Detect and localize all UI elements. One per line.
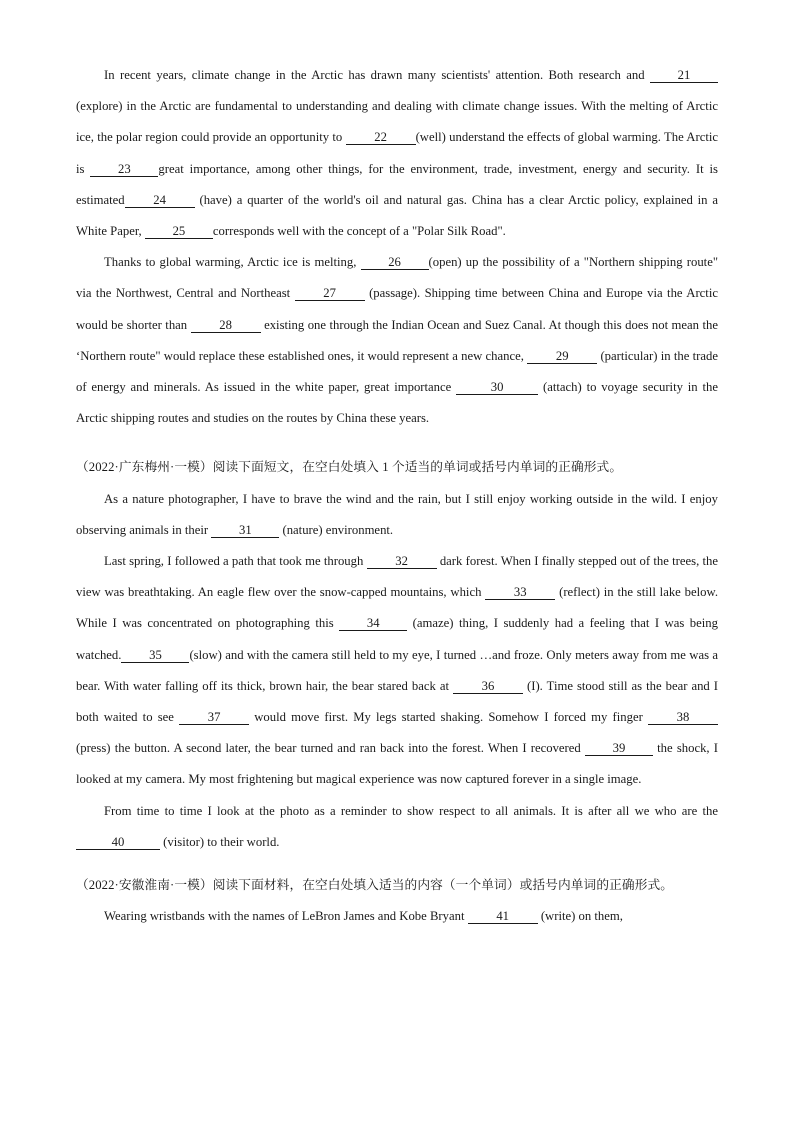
passage2-heading: （2022·广东梅州·一模）阅读下面短文，在空白处填入 1 个适当的单词或括号内单词的正确形式。 [76, 460, 623, 475]
answer-blank-30: 30 [456, 380, 538, 395]
answer-blank-40: 40 [76, 835, 160, 850]
text-run: (nature) environment. [279, 522, 394, 537]
text-run: (amaze) thing, I suddenly had a feeling that I was being watched. [76, 616, 718, 662]
exam-page [76, 60, 718, 932]
passage1-paragraph1 [76, 60, 718, 247]
answer-blank-27: 27 [295, 286, 365, 301]
passage2-paragraph3 [76, 796, 718, 858]
text-run: existing one through the Indian Ocean and Suez Canal. At though this does not mean the ‘Northern route" would replace these established ones, it would represent a new chance, [76, 317, 718, 363]
text-run: (particular) in the trade of energy and minerals. As issued in the white paper, great importance [76, 348, 718, 395]
text-run: (passage). Shipping time between China and Europe via the Arctic would be shorter than [76, 286, 718, 332]
passage2-paragraph2 [76, 546, 718, 796]
text-run: (visitor) to their world. [160, 834, 280, 849]
answer-blank-25: 25 [145, 224, 213, 239]
text-run: Wearing wristbands with the names of LeBron James and Kobe Bryant [104, 909, 468, 924]
answer-blank-35: 35 [121, 648, 189, 663]
answer-blank-36: 36 [453, 679, 523, 694]
answer-blank-33: 33 [485, 585, 555, 600]
text-run: (press) the button. A second later, the bear turned and ran back into the forest. When I recovered [76, 741, 585, 756]
text-run: (have) a quarter of the world's oil and natural gas. China has a clear Arctic policy, explained in a White Paper, [76, 192, 718, 239]
text-run: (well) understand the effects of global warming. The Arctic is [76, 130, 719, 176]
text-run: the shock, I looked at my camera. My most frightening but magical experience was now captured forever in a single image. [76, 741, 719, 787]
answer-blank-37: 37 [179, 710, 249, 725]
text-run: (open) up the possibility of a "Northern shipping route" via the Northwest, Central and Northeast [76, 255, 719, 301]
text-run: (I). Time stood still as the bear and I both waited to see [76, 678, 719, 725]
answer-blank-41: 41 [468, 909, 538, 924]
text-run: (write) on them, [537, 909, 623, 924]
passage3-paragraph1 [76, 901, 718, 932]
answer-blank-31: 31 [211, 523, 279, 538]
answer-blank-38: 38 [648, 710, 718, 725]
text-run: Thanks to global warming, Arctic ice is melting, [104, 255, 361, 270]
answer-blank-32: 32 [367, 554, 437, 569]
text-run: corresponds well with the concept of a "Polar Silk Road". [212, 224, 506, 239]
answer-blank-22: 22 [346, 130, 416, 145]
text-run: (explore) in the Arctic are fundamental to understanding and dealing with climate change issues. With the melting of Arctic ice, the polar region could provide an opportunity to [76, 99, 718, 145]
text-run: great importance, among other things, for the environment, trade, investment, energy and security. It is estimated [76, 161, 718, 207]
answer-blank-24: 24 [125, 193, 195, 208]
text-run: From time to time I look at the photo as a reminder to show respect to all animals. It is after all we who are the [104, 803, 718, 818]
text-run: (reflect) in the still lake below. While I was concentrated on photographing this [76, 585, 718, 631]
passage1-paragraph2 [76, 247, 718, 434]
text-run: (attach) to voyage security in the Arctic shipping routes and studies on the routes by China these years. [76, 380, 718, 426]
answer-blank-29: 29 [527, 349, 597, 364]
answer-blank-21: 21 [650, 68, 718, 83]
answer-blank-39: 39 [585, 741, 653, 756]
answer-blank-28: 28 [191, 318, 261, 333]
answer-blank-23: 23 [90, 162, 158, 177]
answer-blank-26: 26 [361, 255, 429, 270]
answer-blank-34: 34 [339, 616, 407, 631]
passage2-paragraph1 [76, 484, 718, 546]
text-run: dark forest. When I finally stepped out of the trees, the view was breathtaking. An eagle flew over the snow-capped mountains, which [76, 554, 718, 600]
passage3-heading: （2022·安徽淮南·一模）阅读下面材料，在空白处填入适当的内容（一个单词）或括号内单词的正确形式。 [76, 878, 674, 893]
text-run: As a nature photographer, I have to brave the wind and the rain, but I still enjoy working outside in the wild. I enjoy observing animals in their [76, 491, 718, 537]
text-run: Last spring, I followed a path that took me through [104, 554, 367, 569]
text-run: In recent years, climate change in the Arctic has drawn many scientists' attention. Both research and [104, 68, 650, 82]
text-run: would move first. My legs started shaking. Somehow I forced my finger [249, 710, 648, 725]
text-run: (slow) and with the camera still held to my eye, I turned …and froze. Only meters away from me was a bear. With water falling off its thick, brown hair, the bear stared back at [76, 647, 718, 693]
